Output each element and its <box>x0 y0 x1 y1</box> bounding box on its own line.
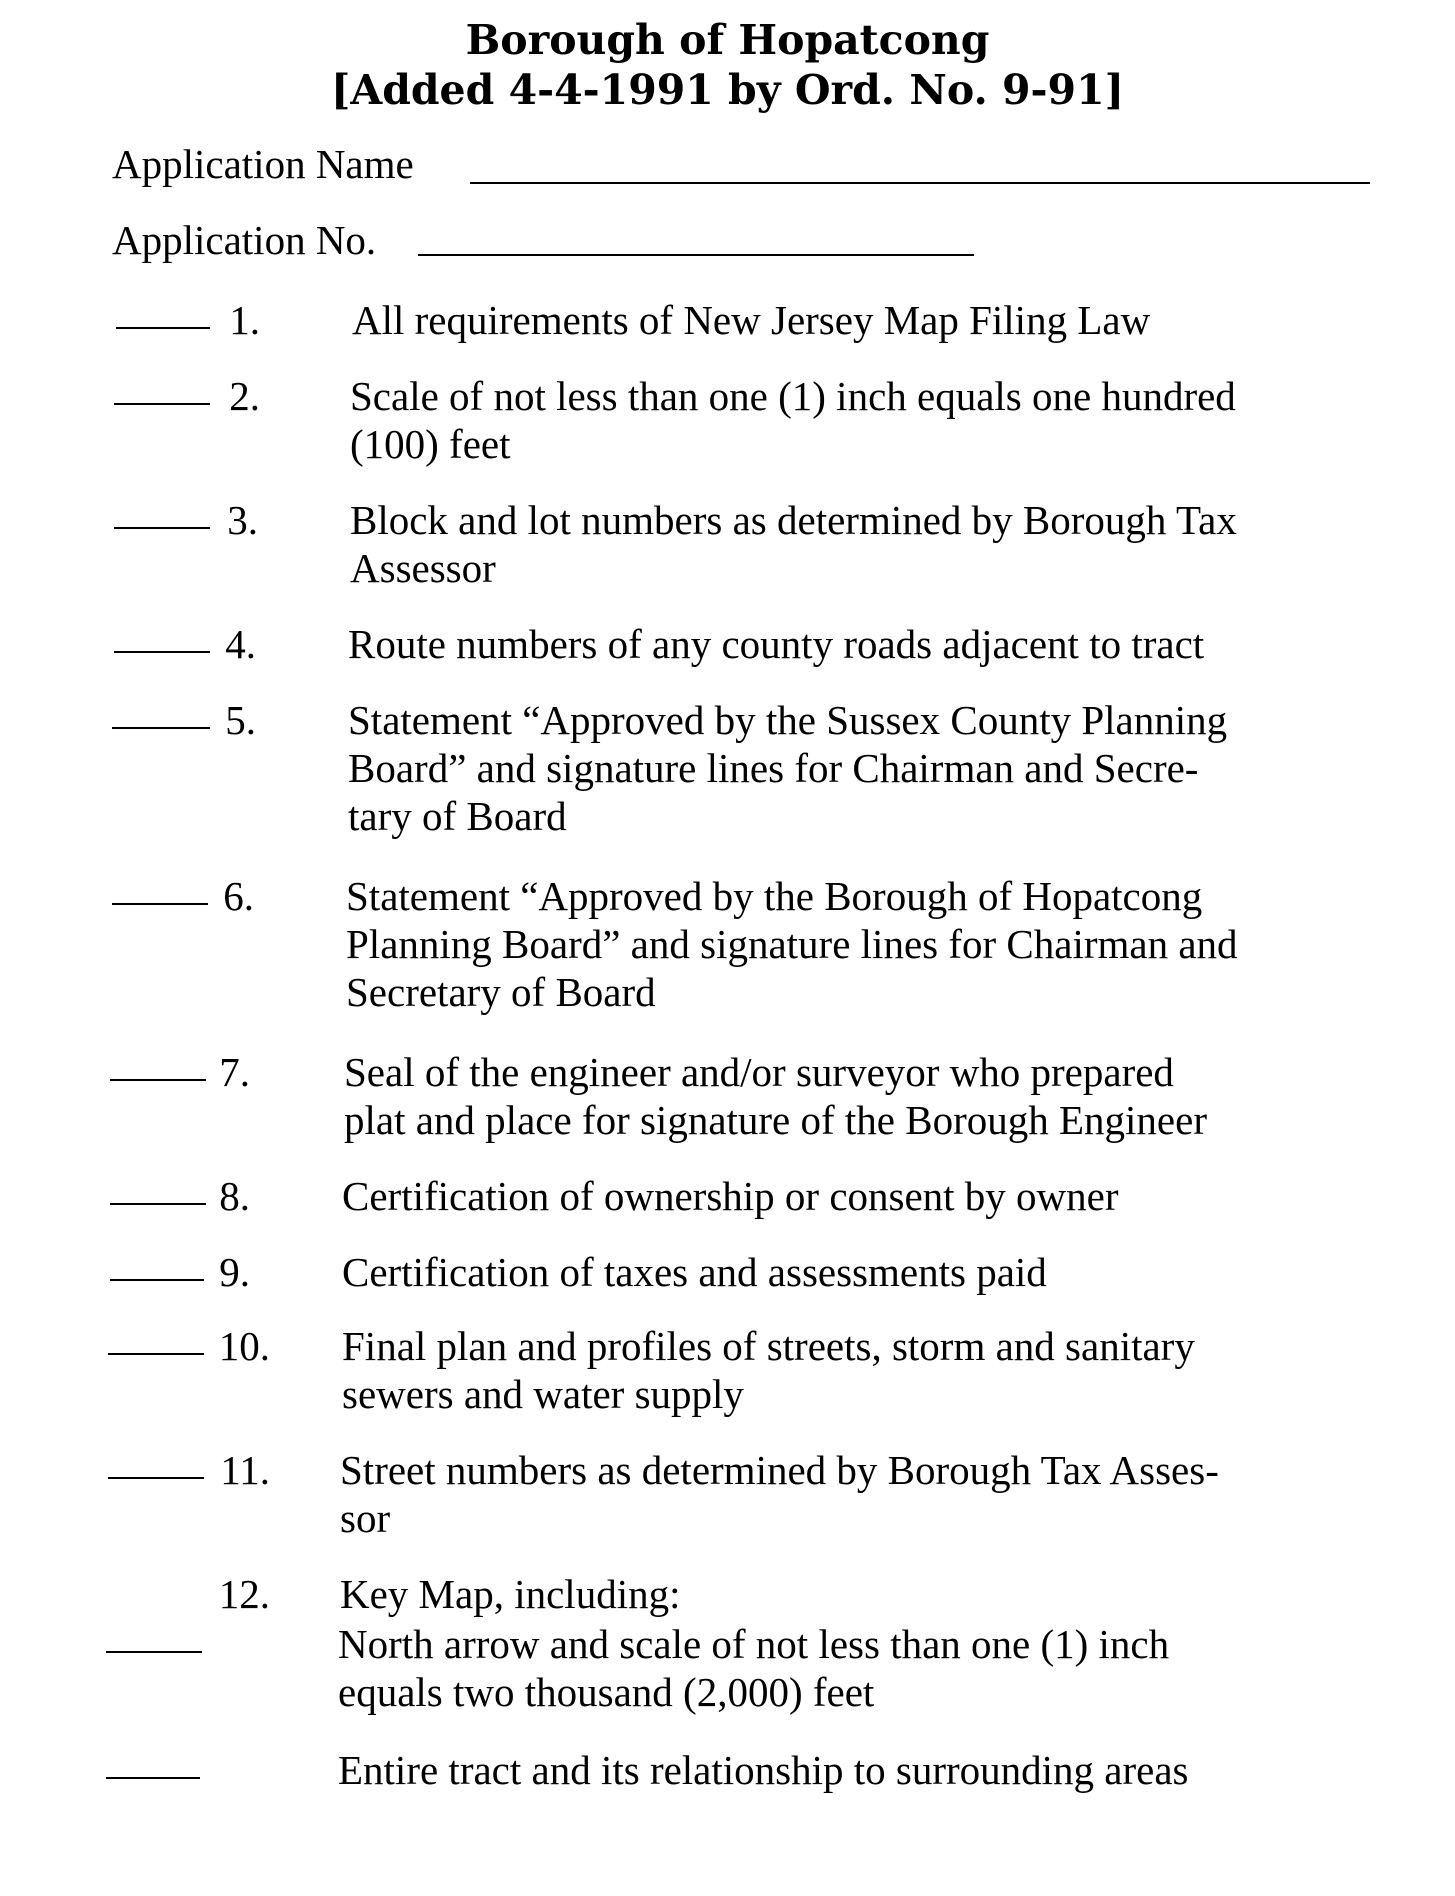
application-no-field[interactable] <box>418 254 974 256</box>
item-text-line: All requirements of New Jersey Map Filing Law <box>352 297 1151 343</box>
item-number: 11. <box>220 1447 270 1493</box>
item-number: 2. <box>229 373 260 419</box>
item-text-line: Statement “Approved by the Borough of Hopatcong <box>346 873 1203 919</box>
item-text-line: Planning Board” and signature lines for Chairman and <box>346 921 1238 967</box>
item-number: 5. <box>225 697 256 743</box>
item-text-line: Assessor <box>350 545 496 591</box>
item-text-line: Key Map, including: <box>340 1571 681 1617</box>
item-text-line: Entire tract and its relationship to surrounding areas <box>338 1747 1189 1793</box>
item-text-line: North arrow and scale of not less than one (1) inch <box>338 1621 1170 1667</box>
item-text <box>348 620 1204 668</box>
item-text-line: Scale of not less than one (1) inch equals one hundred <box>350 373 1236 419</box>
item-number: 10. <box>218 1323 270 1369</box>
item-text-line: plat and place for signature of the Borough Engineer <box>344 1097 1207 1143</box>
item-text-line: Certification of taxes and assessments paid <box>342 1249 1047 1295</box>
item-text <box>344 1048 1207 1144</box>
item-text <box>338 1620 1169 1716</box>
item-text-line: Certification of ownership or consent by owner <box>342 1173 1119 1219</box>
item-text-line: Statement “Approved by the Sussex County Planning <box>348 697 1228 743</box>
item-text-line: Street numbers as determined by Borough Tax Asses- <box>340 1447 1219 1493</box>
page-subtitle: [Added 4-4-1991 by Ord. No. 9-91] <box>331 66 1124 114</box>
item-text-line: sewers and water supply <box>342 1371 744 1417</box>
item-text <box>338 1746 1189 1794</box>
item-text-line: (100) feet <box>350 421 511 467</box>
item-text <box>350 372 1236 468</box>
item-text <box>342 1172 1119 1220</box>
item-number: 7. <box>219 1049 250 1095</box>
item-text-line: Board” and signature lines for Chairman and Secre- <box>348 745 1199 791</box>
application-name-label: Application Name <box>112 141 414 187</box>
item-number: 6. <box>223 873 254 919</box>
item-text <box>346 872 1238 1016</box>
item-number: 1. <box>229 297 260 343</box>
item-text <box>352 296 1150 344</box>
page-title: Borough of Hopatcong <box>465 16 990 64</box>
item-text <box>350 496 1237 592</box>
item-text-line: Block and lot numbers as determined by Borough Tax <box>350 497 1237 543</box>
item-number: 3. <box>227 497 258 543</box>
item-number: 8. <box>219 1173 250 1219</box>
item-text-line: sor <box>340 1495 391 1541</box>
item-number: 4. <box>225 621 256 667</box>
item-text-line: equals two thousand (2,000) feet <box>338 1669 875 1715</box>
check-blank[interactable] <box>106 1777 200 1779</box>
check-blank[interactable] <box>106 1651 202 1653</box>
item-text <box>340 1570 680 1618</box>
item-text <box>348 696 1227 840</box>
item-text-line: Final plan and profiles of streets, storm and sanitary <box>342 1323 1195 1369</box>
application-name-field[interactable] <box>470 182 1370 184</box>
item-text-line: Secretary of Board <box>346 969 656 1015</box>
item-text-line: tary of Board <box>348 793 567 839</box>
application-no-label: Application No. <box>112 217 377 263</box>
item-text <box>342 1322 1195 1418</box>
item-number: 9. <box>219 1249 250 1295</box>
item-text-line: Seal of the engineer and/or surveyor who prepared <box>344 1049 1174 1095</box>
item-text <box>342 1248 1047 1296</box>
item-number: 12. <box>218 1571 270 1617</box>
item-text <box>340 1446 1219 1542</box>
item-text-line: Route numbers of any county roads adjacent to tract <box>348 621 1205 667</box>
